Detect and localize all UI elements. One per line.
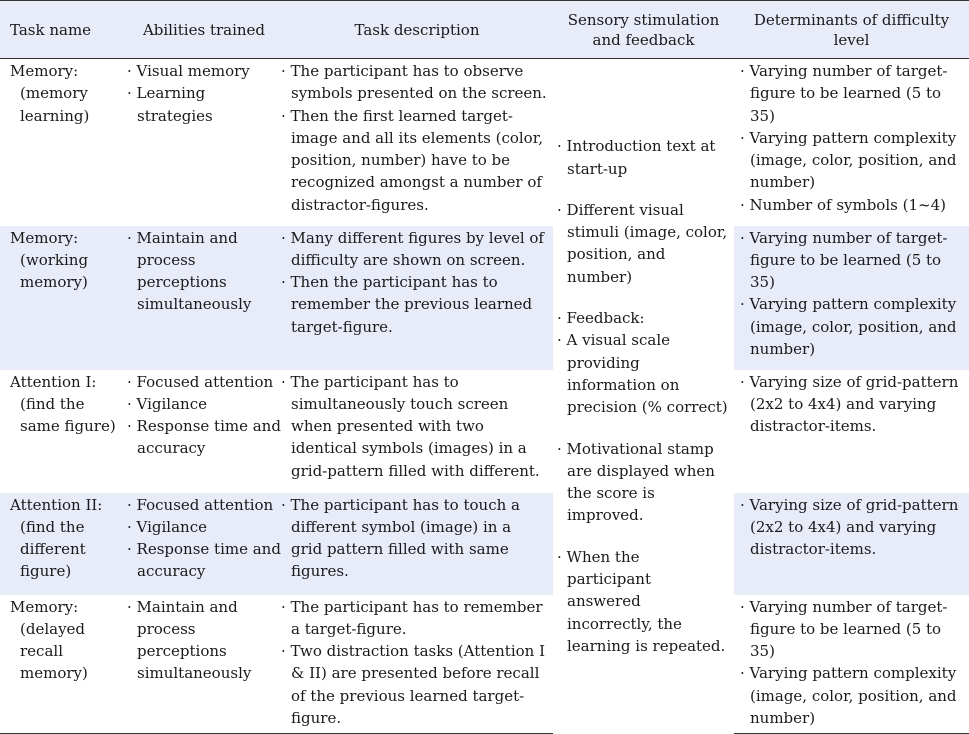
task-name-cell: Attention I: (find the same figure) <box>10 372 116 436</box>
table-row <box>0 59 969 226</box>
table-row <box>0 226 969 370</box>
header-abilities: Abilities trained <box>127 1 281 59</box>
sensory-item: · Motivational stamp are displayed when the score is improved. <box>557 439 715 525</box>
sensory-cell <box>553 59 734 734</box>
sensory-item: · When the participant answered incorrectly, the learning is repeated. <box>557 547 726 655</box>
task-name-cell: Memory: (delayed recall memory) <box>0 595 127 734</box>
header-description: Task description <box>281 1 553 59</box>
abilities-cell: · Focused attention · Vigilance · Response time and accuracy <box>127 372 281 458</box>
table-row <box>0 493 969 595</box>
description-cell: · The participant has to observe symbols presented on the screen. · Then the first learned target-image and all its elements (color, position, number) have to be recognized amongst a number of distractor-figures. <box>281 62 547 214</box>
sensory-item: · Introduction text at start-up <box>557 137 716 178</box>
description-cell: · Many different figures by level of difficulty are shown on screen. · Then the participant has to remember the previous learned target-figure. <box>281 226 553 370</box>
sensory-item: · Feedback: · A visual scale providing information on precision (% correct) <box>557 309 728 417</box>
table-row <box>0 595 969 734</box>
description-cell: · The participant has to touch a different symbol (image) in a grid pattern filled with same figures. <box>281 493 553 595</box>
abilities-cell: · Focused attention · Vigilance · Response time and accuracy <box>127 493 281 595</box>
table-row <box>0 370 969 493</box>
abilities-cell: · Maintain and process perceptions simultaneously <box>127 226 281 370</box>
description-cell: · The participant has to simultaneously touch screen when presented with two identical symbols (images) in a grid-pattern filled with different. <box>281 372 540 480</box>
determinants-cell: · Varying number of target-figure to be learned (5 to 35) · Varying pattern complexity (image, color, position, and number) <box>734 595 969 734</box>
header-sensory: Sensory stimulation and feedback <box>553 1 734 59</box>
sensory-item: · Different visual stimuli (image, color, position, and number) <box>557 200 728 286</box>
header-determinants: Determinants of difficulty level <box>734 1 969 59</box>
header-row <box>0 1 969 59</box>
task-name-cell: Memory: (memory learning) <box>10 62 90 125</box>
description-cell: · The participant has to remember a target-figure. · Two distraction tasks (Attention I & II) are presented before recall of the previous learned target-figure. <box>281 595 553 734</box>
task-name-cell: Memory: (working memory) <box>0 226 127 370</box>
abilities-cell: · Visual memory · Learning strategies <box>127 62 250 125</box>
abilities-cell: · Maintain and process perceptions simultaneously <box>127 595 281 734</box>
determinants-cell: · Varying number of target-figure to be learned (5 to 35) · Varying pattern complexity (image, color, position, and number) <box>734 226 969 370</box>
task-name-cell: Attention II: (find the different figure) <box>0 493 127 595</box>
determinants-cell: · Varying number of target-figure to be learned (5 to 35) · Varying pattern complexity (image, color, position, and number) · Number of symbols (1~4) <box>740 62 957 214</box>
determinants-cell: · Varying size of grid-pattern (2x2 to 4x4) and varying distractor-items. <box>734 493 969 595</box>
determinants-cell: · Varying size of grid-pattern (2x2 to 4x4) and varying distractor-items. <box>740 372 959 436</box>
header-task-name: Task name <box>0 1 127 59</box>
